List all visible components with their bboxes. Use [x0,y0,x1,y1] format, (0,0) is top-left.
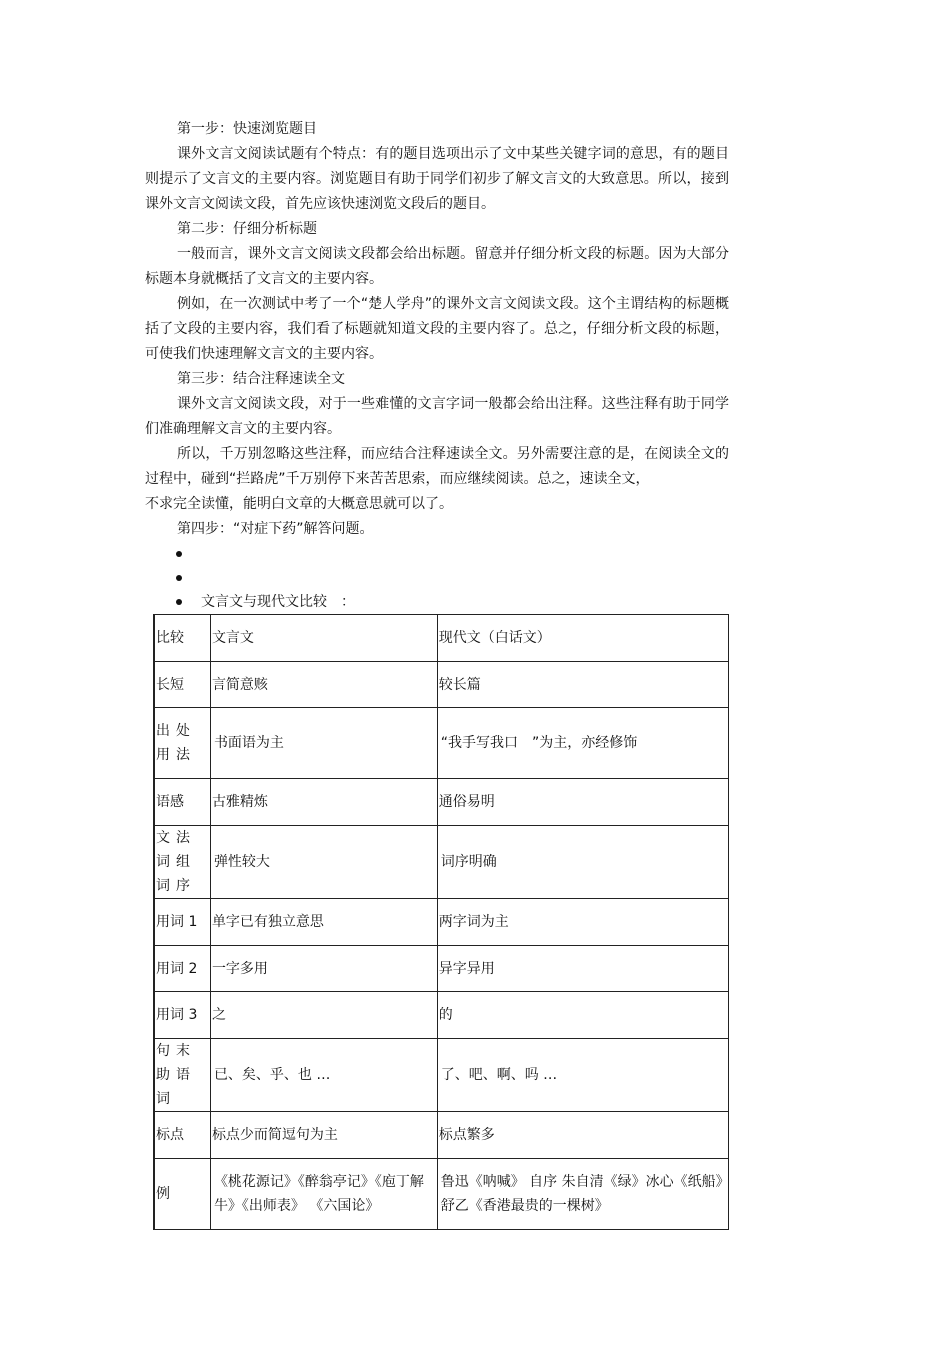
table-row [154,708,729,779]
modern-cell: 通俗易明 [437,779,728,826]
paragraph: 课外文言文阅读试题有个特点：有的题目选项出示了文中某些关键字词的意思，有的题目则提示了文言文的主要内容。浏览题目有助于同学们初步了解文言文的大致意思。所以，接到课外文言文阅读文段，首先应该快速浏览文段后的题目。 [145,146,729,212]
table-row [154,1039,729,1112]
classical-cell: 弹性较大 [210,826,437,899]
table-row [154,779,729,826]
table-caption: 文言文与现代文比较 ： [201,594,355,610]
table-row [154,899,729,946]
step-3-heading: 第三步：结合注释速读全文 [177,371,345,387]
document-body [145,117,729,614]
bullet-dot-icon [176,599,182,605]
classical-cell: 标点少而简逗句为主 [210,1112,437,1159]
row-label-cell: 语感 [154,779,210,826]
bullet-dot-icon [176,551,182,557]
modern-cell: 了、吧、啊、吗 … [437,1039,728,1112]
step-4-heading: 第四步：“对症下药”解答问题。 [177,521,374,537]
row-label-cell: 句末助语词 [154,1039,210,1112]
row-label-cell: 比较 [154,615,210,662]
modern-cell: 鲁迅《呐喊》 自序 朱自清《绿》冰心《纸船》舒乙《香港最贵的一棵树》 [437,1159,728,1230]
paragraph: 一般而言，课外文言文阅读文段都会给出标题。留意并仔细分析文段的标题。因为大部分标题本身就概括了文言文的主要内容。 [145,246,729,287]
paragraph: 课外文言文阅读文段，对于一些难懂的文言字词一般都会给出注释。这些注释有助于同学们准确理解文言文的主要内容。 [145,396,729,437]
table-row [154,662,729,708]
table-row [154,1112,729,1159]
row-label-cell: 例 [154,1159,210,1230]
classical-cell: 文言文 [210,615,437,662]
paragraph: 不求完全读懂，能明白文章的大概意思就可以了。 [145,496,453,512]
bullet-item [145,566,729,590]
row-label-cell: 文法词组词序 [154,826,210,899]
bullet-list [145,542,729,614]
modern-cell: 异字异用 [437,946,728,992]
classical-cell: 之 [210,992,437,1039]
modern-cell: 较长篇 [437,662,728,708]
modern-cell: 现代文（白话文） [437,615,728,662]
modern-cell: 的 [437,992,728,1039]
modern-cell: “我手写我口 ”为主，亦经修饰 [437,708,728,779]
modern-cell: 词序明确 [437,826,728,899]
table-row [154,615,729,662]
table-row [154,992,729,1039]
table-row [154,826,729,899]
row-label-cell: 出处用法 [154,708,210,779]
row-label-cell: 用词 2 [154,946,210,992]
classical-cell: 古雅精炼 [210,779,437,826]
classical-cell: 书面语为主 [210,708,437,779]
bullet-dot-icon [176,575,182,581]
classical-cell: 言简意赅 [210,662,437,708]
paragraph: 所以，千万别忽略这些注释，而应结合注释速读全文。另外需要注意的是，在阅读全文的过程中，碰到“拦路虎”千万别停下来苦苦思索，而应继续阅读。总之，速读全文， [145,446,729,487]
row-label-cell: 用词 3 [154,992,210,1039]
table-row [154,1159,729,1230]
classical-cell: 单字已有独立意思 [210,899,437,946]
row-label-cell: 长短 [154,662,210,708]
comparison-table [153,614,729,1230]
row-label-cell: 用词 1 [154,899,210,946]
table-row [154,946,729,992]
row-label-cell: 标点 [154,1112,210,1159]
classical-cell: 一字多用 [210,946,437,992]
paragraph: 例如，在一次测试中考了一个“楚人学舟”的课外文言文阅读文段。这个主谓结构的标题概括了文段的主要内容，我们看了标题就知道文段的主要内容了。总之，仔细分析文段的标题，可使我们快速理解文言文的主要内容。 [145,296,729,362]
comparison-table-wrapper [153,614,729,1230]
step-1-heading: 第一步：快速浏览题目 [177,121,317,137]
bullet-item [145,590,729,614]
bullet-item [145,542,729,566]
modern-cell: 标点繁多 [437,1112,728,1159]
classical-cell: 已、矣、乎、也 … [210,1039,437,1112]
classical-cell: 《桃花源记》《醉翁亭记》《庖丁解牛》《出师表》 《六国论》 [210,1159,437,1230]
step-2-heading: 第二步：仔细分析标题 [177,221,317,237]
modern-cell: 两字词为主 [437,899,728,946]
